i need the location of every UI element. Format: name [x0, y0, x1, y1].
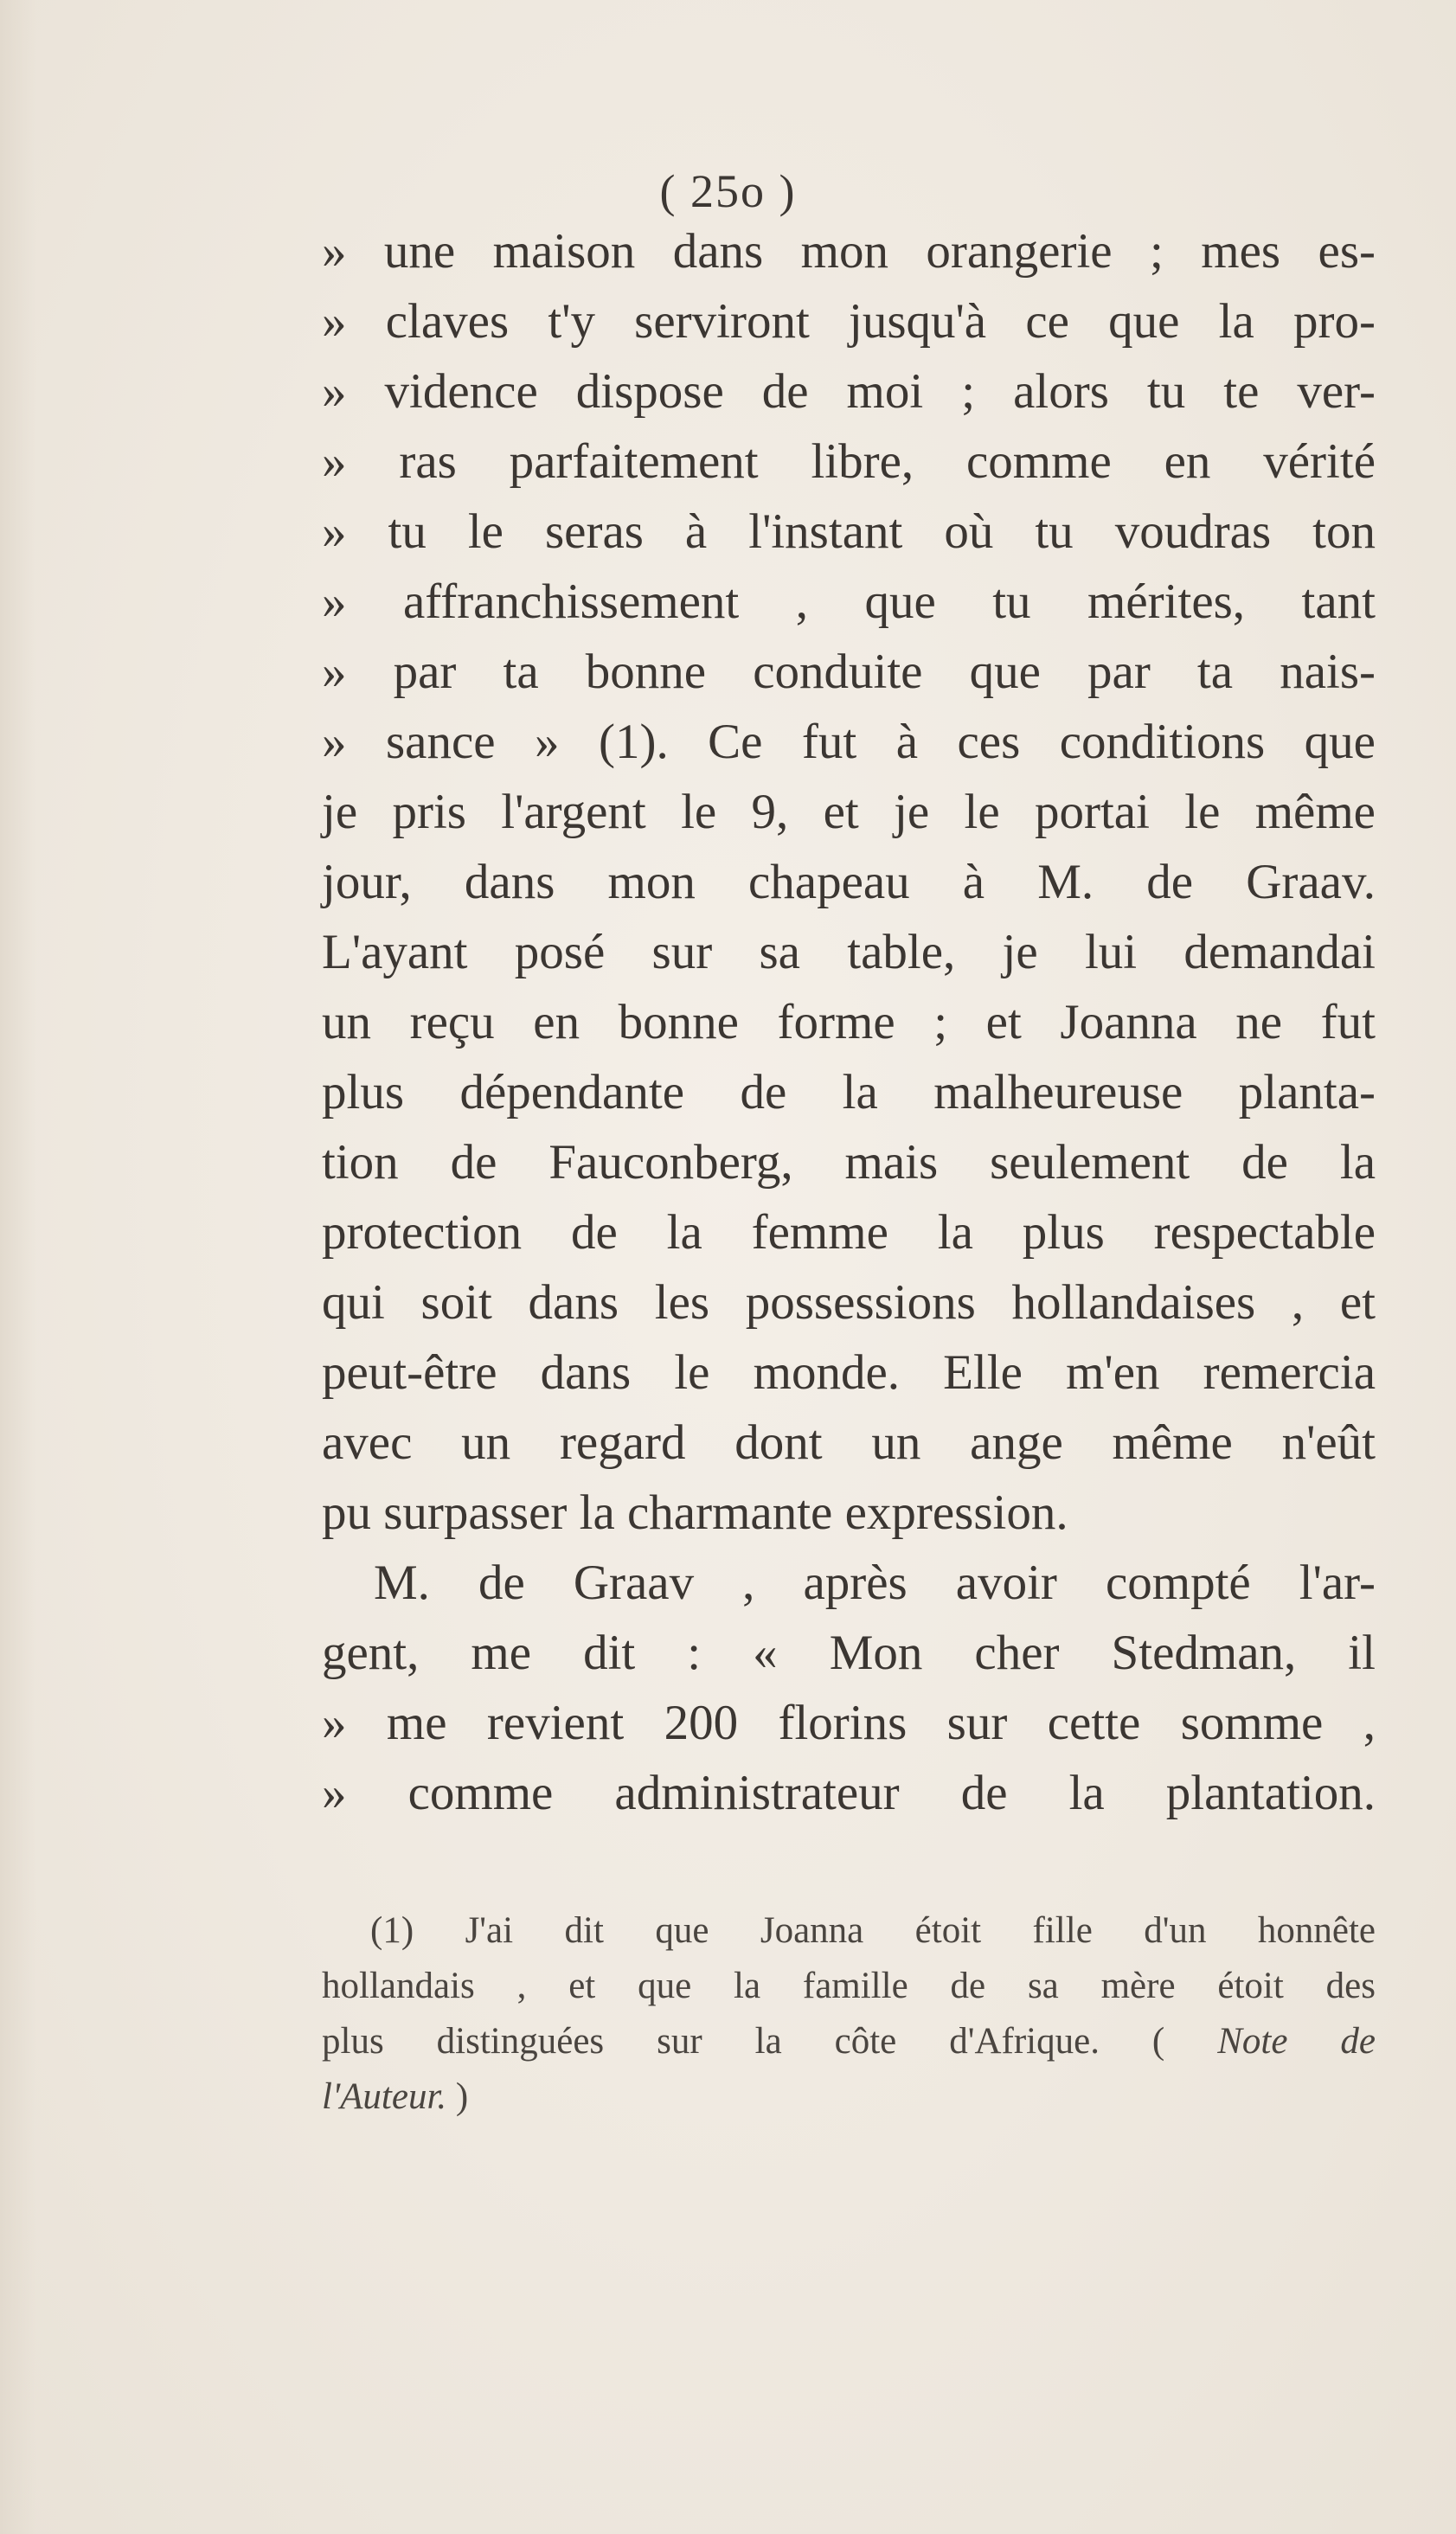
text-line: » tu le seras à l'instant où tu voudras ton [322, 504, 1376, 559]
text-line: protection de la femme la plus respectable [322, 1205, 1376, 1260]
text-line: » ras parfaitement libre, comme en vérité [322, 434, 1376, 489]
text-line: M. de Graav , après avoir compté l'ar- [374, 1556, 1376, 1610]
text-line: » par ta bonne conduite que par ta nais- [322, 645, 1376, 699]
footnote-line: (1) J'ai dit que Joanna étoit fille d'un honnête [370, 1910, 1376, 1951]
footnote-text: plus distinguées sur la côte d'Afrique. ( [322, 2021, 1165, 2062]
text-line: avec un regard dont un ange même n'eût [322, 1415, 1376, 1470]
footnote-attribution: l'Auteur. [322, 2076, 447, 2117]
text-line: » comme administrateur de la plantation. [322, 1766, 1376, 1820]
text-line: » affranchissement , que tu mérites, tant [322, 574, 1376, 629]
text-line: pu surpasser la charmante expression. [322, 1485, 1068, 1540]
text-line: » vidence dispose de moi ; alors tu te ver- [322, 364, 1376, 419]
body-text [322, 216, 1376, 1828]
text-line: plus dépendante de la malheureuse planta- [322, 1065, 1376, 1119]
footnote [322, 1903, 1376, 2125]
page-gutter-shadow [0, 0, 36, 2534]
text-line: un reçu en bonne forme ; et Joanna ne fut [322, 995, 1376, 1049]
text-line: L'ayant posé sur sa table, je lui demandai [322, 925, 1376, 979]
footnote-line [322, 2069, 1376, 2125]
text-line: » claves t'y serviront jusqu'à ce que la pro- [322, 294, 1376, 349]
footnote-attribution: Note de [1217, 2021, 1376, 2062]
page-number: ( 25o ) [659, 165, 797, 217]
text-line: gent, me dit : « Mon cher Stedman, il [322, 1626, 1376, 1680]
text-line: » me revient 200 florins sur cette somme , [322, 1696, 1376, 1750]
text-line: jour, dans mon chapeau à M. de Graav. [322, 855, 1376, 909]
text-line: » sance » (1). Ce fut à ces conditions que [322, 715, 1376, 769]
text-line: tion de Fauconberg, mais seulement de la [322, 1135, 1376, 1190]
text-line: » une maison dans mon orangerie ; mes es- [322, 224, 1376, 279]
footnote-line: hollandais , et que la famille de sa mère étoit des [322, 1966, 1376, 2006]
text-line: peut-être dans le monde. Elle m'en remercia [322, 1345, 1376, 1400]
text-line: qui soit dans les possessions hollandaises , et [322, 1275, 1376, 1330]
text-line: je pris l'argent le 9, et je le portai le même [322, 785, 1376, 839]
footnote-line [322, 2014, 1376, 2069]
footnote-text: ) [446, 2076, 469, 2117]
